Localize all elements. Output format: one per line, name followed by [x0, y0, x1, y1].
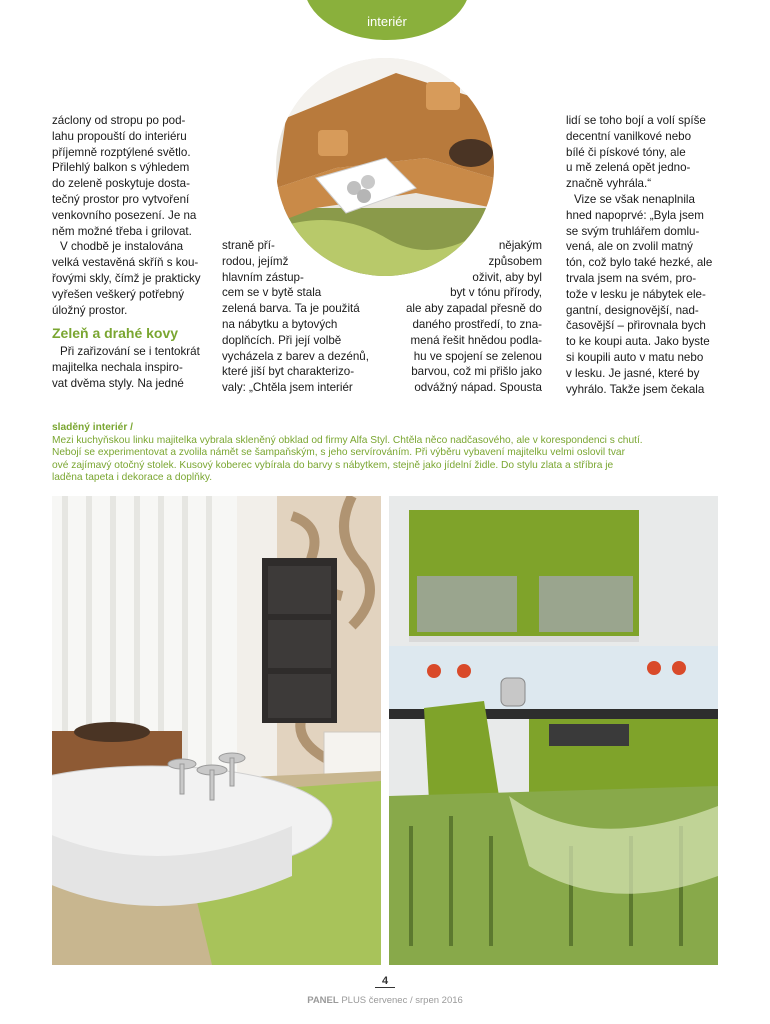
text-line: Při zařizování se i tentokrát: [60, 345, 200, 359]
text-line: V chodbě je instalována: [60, 240, 184, 254]
text-line: tože v lesku je nábytek ele-: [566, 287, 706, 301]
text-line: daného prostředí, to zna-: [412, 317, 542, 331]
text-line: rodou, jejímž: [222, 254, 289, 268]
text-line: velká vestavěná skříň s kou-: [52, 256, 199, 270]
living-room-photo: [52, 496, 381, 965]
text-line: mená řešit hnědou podla-: [410, 333, 542, 347]
text-line: odvážný nápad. Spousta: [414, 381, 542, 395]
text-line: časovější – přirovnala bych: [566, 319, 706, 333]
text-column-3: [392, 238, 542, 396]
text-line: byt v tónu přírody,: [450, 286, 542, 300]
text-line: zelená barva. Ta je použitá: [222, 302, 360, 316]
text-line: příjemně rozptýlené světlo.: [52, 145, 191, 159]
text-line: hned napoprvé: „Byla jsem: [566, 208, 704, 222]
caption-line: ové zajímavý otočný stolek. Kusový koberec vybírala do barvy s nábytkem, stejně jako jídelní židle. Do stylu zlata a stříbra je: [52, 459, 614, 471]
text-line: značně vyhrála.“: [566, 177, 652, 191]
text-column-2: [222, 238, 392, 396]
text-line: hu ve spojení se zelenou: [413, 349, 542, 363]
text-line: tečný prostor pro vytvoření: [52, 192, 190, 206]
text-line: vyřešen veškerý potřebný: [52, 287, 185, 301]
section-tab-label: interiér: [367, 14, 407, 29]
kitchen-photo: [389, 496, 718, 965]
text-line: doplňcích. Při její volbě: [222, 333, 342, 347]
text-line: řovými skly, čímž je prakticky: [52, 271, 201, 285]
text-line: do zeleně poskytuje dosta-: [52, 177, 190, 191]
footer-issue: červenec / srpen 2016: [368, 995, 463, 1006]
text-line: úložný prostor.: [52, 303, 128, 317]
text-line: nějakým: [498, 239, 542, 252]
page-number: 4: [375, 975, 395, 988]
caption-line: Nebojí se experimentovat a zvolila námět se šampaňským, s jeho servírováním. Při výběru vybavení majitelku velmi oslovil tvar: [52, 447, 625, 459]
text-line: decentní vanilkové nebo: [566, 129, 692, 143]
text-line: lidí se toho bojí a volí spíše: [566, 114, 706, 127]
text-line: majitelka nechala inspiro-: [52, 361, 183, 375]
text-line: cem se v bytě stala: [222, 286, 322, 300]
text-line: bílé či pískové tóny, ale: [566, 145, 686, 159]
text-line: ale aby zapadal přesně do: [405, 302, 542, 316]
text-line: hlavním zástup-: [222, 270, 304, 284]
text-line: lahu propouští do interiéru: [52, 129, 187, 143]
text-line: oživit, aby byl: [472, 270, 542, 284]
text-line: něm možné třeba i grilovat.: [52, 224, 192, 238]
text-column-1: [52, 113, 222, 392]
text-line: vyhrálo. Takže jsem čekala: [566, 382, 705, 396]
text-column-4: [566, 113, 736, 397]
footer-brand-plus: PLUS: [341, 995, 367, 1006]
text-line: Přilehlý balkon s výhledem: [52, 161, 190, 175]
text-line: na nábytku a bytových: [222, 317, 338, 331]
section-heading: Zeleň a drahé kovy: [52, 325, 179, 342]
text-line: trvala jsem na svém, pro-: [566, 271, 697, 285]
text-line: si koupili auto v matu nebo: [566, 350, 704, 364]
footer-brand: PANEL: [307, 995, 339, 1006]
text-line: Vize se však nenaplnila: [574, 192, 695, 206]
caption-line: Mezi kuchyňskou linku majitelka vybrala skleněný obklad od firmy Alfa Styl. Chtěla něco nadčasového, ale v korespondenci s chutí.: [52, 434, 643, 446]
text-line: u mě zelená opět jedno-: [566, 161, 691, 175]
text-line: způsobem: [488, 254, 542, 268]
photo-caption: [52, 422, 722, 485]
caption-line: laděna tapeta i dekorace a doplňky.: [52, 472, 213, 484]
text-line: se svým truhlářem domlu-: [566, 224, 700, 238]
caption-title: sladěný interiér /: [52, 422, 133, 433]
text-line: tón, což bylo také hezké, ale: [566, 256, 713, 270]
text-line: v lesku. Je jasné, které by: [566, 366, 700, 380]
text-line: záclony od stropu po pod-: [52, 114, 186, 127]
text-line: které jiší byt charakterizo-: [222, 365, 355, 379]
text-line: to ke koupi auta. Jako byste: [566, 335, 710, 349]
text-line: vycházela z barev a dezénů,: [222, 349, 369, 363]
magazine-footer: [250, 995, 520, 1006]
text-line: vená, ale on zvolil matný: [566, 240, 693, 254]
text-line: valy: „Chtěla jsem interiér: [222, 381, 353, 395]
text-line: gantní, designovější, nad-: [566, 303, 699, 317]
text-line: barvou, což mi přišlo jako: [411, 365, 542, 379]
text-line: straně pří-: [222, 239, 275, 252]
text-line: vat dvěma styly. Na jedné: [52, 376, 184, 390]
text-line: venkovního posezení. Je na: [52, 208, 197, 222]
